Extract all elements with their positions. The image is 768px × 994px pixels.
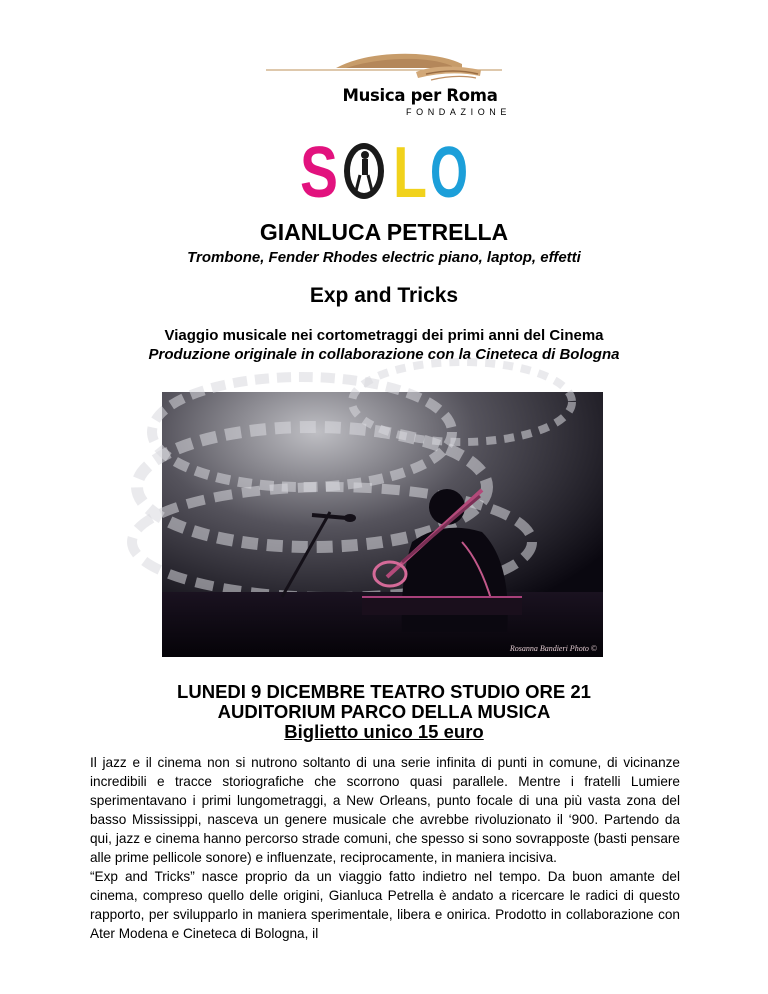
photo-credit: Rosanna Bandieri Photo ©: [509, 644, 597, 653]
description-paragraph-1: Il jazz e il cinema non si nutrono soltanto di una serie infinita di punti in comune, di vicinanze incredibili e tracce storiografiche che scorrono quasi parallele. Mentre i fratelli Lumiere sperimentavano i primi lungometraggi, a New Orleans, punto focale di una più vasta zona del basso Mississippi, nasceva un genere musicale che avrebbe rivoluzionato il ‘900. Partendo da qui, jazz e cinema hanno percorso strade comuni, che spesso si sono sovrapposte (basti pensare alle prime pellicole sonore) e influenzate, reciprocamente, in maniera incisiva.: [90, 755, 680, 865]
description-paragraph-2: “Exp and Tricks” nasce proprio da un viaggio fatto indietro nel tempo. Da buon amante del cinema, compreso quello delle origini, Gianluca Petrella è andato a ricercare le radici di questo rapporto, per svilupparlo in maniera sperimentale, libera e onirica. Prodotto in collaborazione con Ater Modena e Cineteca di Bologna, il: [90, 869, 680, 941]
trombonist-silhouette-icon: [344, 143, 384, 199]
solo-series-logo: [300, 133, 468, 213]
show-title: Exp and Tricks: [309, 284, 459, 307]
subtitle-line-1: Viaggio musicale nei cortometraggi dei primi anni del Cinema: [164, 327, 604, 344]
org-name: Musica per Roma: [342, 86, 498, 105]
ticket-price: Biglietto unico 15 euro: [284, 721, 484, 742]
event-date-venue: LUNEDI 9 DICEMBRE TEATRO STUDIO ORE 21: [177, 681, 591, 702]
solo-letter-l: L: [393, 133, 427, 213]
description: [90, 753, 680, 943]
artist-name: GIANLUCA PETRELLA: [259, 219, 509, 245]
solo-letter-o: O: [430, 133, 468, 213]
auditorium-logo-icon: [266, 48, 502, 88]
org-subtitle: FONDAZIONE: [406, 107, 512, 117]
subtitle-line-2: Produzione originale in collaborazione con la Cineteca di Bologna: [148, 346, 620, 363]
concert-photo-image: [162, 392, 603, 657]
solo-letter-s: S: [300, 133, 338, 213]
event-location: AUDITORIUM PARCO DELLA MUSICA: [217, 701, 551, 722]
instruments: Trombone, Fender Rhodes electric piano, laptop, effetti: [187, 249, 581, 266]
concert-photo: [162, 392, 603, 657]
